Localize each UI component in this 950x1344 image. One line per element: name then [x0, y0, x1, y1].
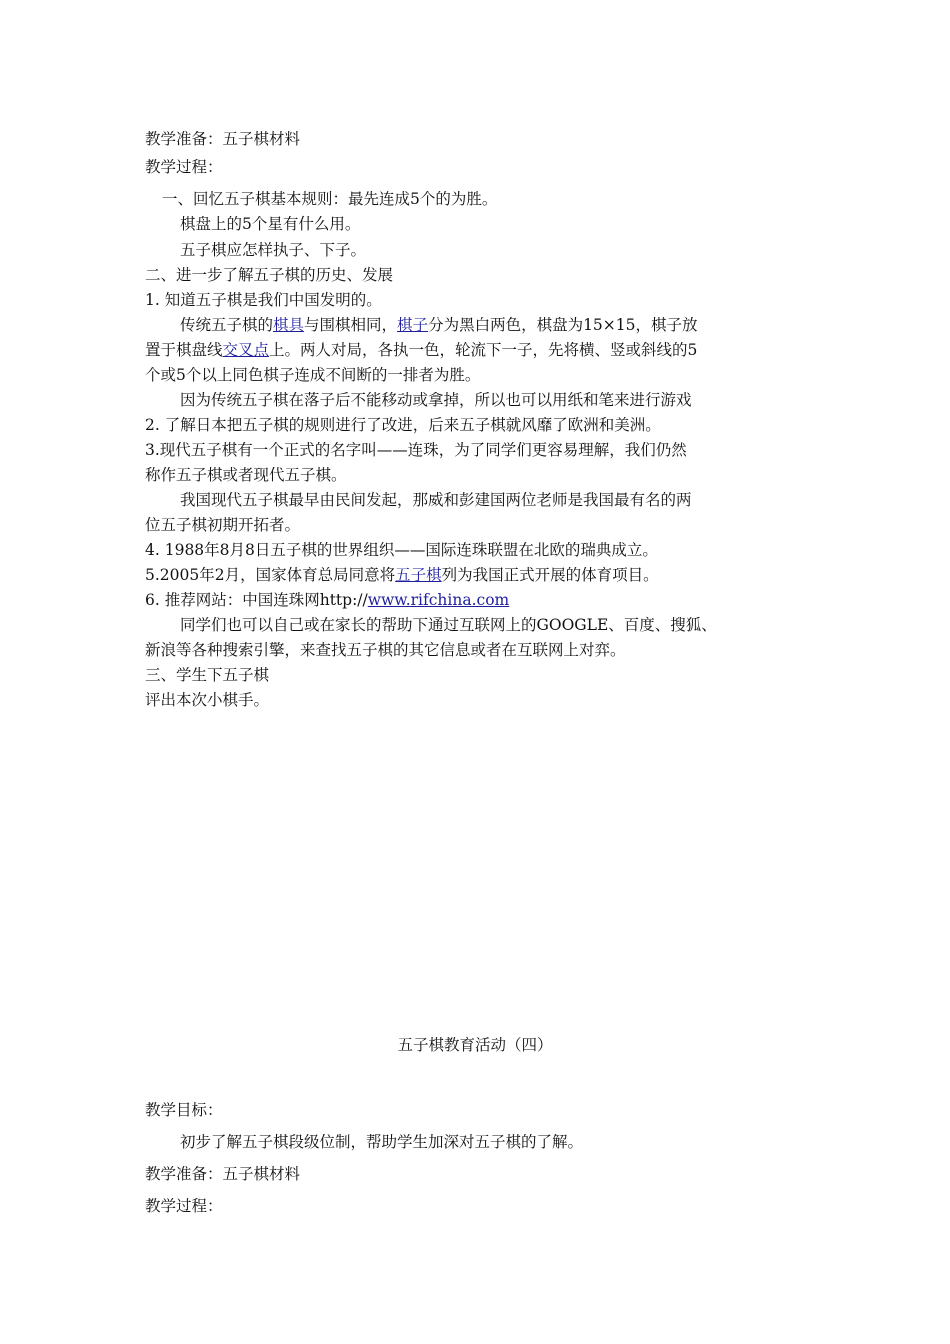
paragraph-1-line-3: 个或5个以上同色棋子连成不间断的一排者为胜。: [145, 366, 481, 384]
item-6: [145, 589, 825, 611]
item-5: [145, 564, 825, 586]
item-3-line-2: 称作五子棋或者现代五子棋。: [145, 466, 347, 484]
teaching-process-label-2: 教学过程：: [145, 1197, 223, 1215]
link-qizi[interactable]: 棋子: [397, 316, 429, 334]
section-1-heading: 一、回忆五子棋基本规则：最先连成5个的为胜。: [162, 190, 498, 208]
paragraph-1-line-2: [145, 339, 825, 361]
link-wuziqi[interactable]: 五子棋: [395, 566, 442, 584]
item-3-line-1: 3.现代五子棋有一个正式的名字叫——连珠，为了同学们更容易理解，我们仍然: [145, 441, 687, 459]
text-span: 列为我国正式开展的体育项目。: [441, 566, 659, 584]
section-2-heading: 二、进一步了解五子棋的历史、发展: [145, 266, 394, 284]
teaching-process-label: 教学过程：: [145, 158, 223, 176]
activity-title: 五子棋教育活动（四）: [397, 1036, 553, 1054]
link-qiju[interactable]: 棋具: [273, 316, 305, 334]
text-span: 5.2005年2月，国家体育总局同意将: [145, 566, 396, 584]
text-span: 6. 推荐网站：中国连珠网http://: [145, 591, 368, 609]
teaching-prep-2: 教学准备：五子棋材料: [145, 1165, 301, 1183]
paragraph-3-line-2: 位五子棋初期开拓者。: [145, 516, 301, 534]
text-span: 上。两人对局，各执一色，轮流下一子，先将横、竖或斜线的5: [269, 341, 698, 359]
link-jiaochadian[interactable]: 交叉点: [222, 341, 270, 359]
section-1-item-a: 棋盘上的5个星有什么用。: [180, 215, 361, 233]
paragraph-4-line-2: 新浪等各种搜索引擎，来查找五子棋的其它信息或者在互联网上对弈。: [145, 641, 626, 659]
item-1: 1. 知道五子棋是我们中国发明的。: [145, 291, 382, 309]
section-3-heading: 三、学生下五子棋: [145, 666, 270, 684]
text-span: 与围棋相同，: [304, 316, 398, 334]
paragraph-2: 因为传统五子棋在落子后不能移动或拿掉，所以也可以用纸和笔来进行游戏: [180, 391, 692, 409]
text-span: 置于棋盘线: [145, 341, 223, 359]
item-2: 2. 了解日本把五子棋的规则进行了改进，后来五子棋就风靡了欧洲和美洲。: [145, 416, 661, 434]
closing-line: 评出本次小棋手。: [145, 691, 270, 709]
paragraph-4-line-1: 同学们也可以自己或在家长的帮助下通过互联网上的GOOGLE、百度、搜狐、: [180, 616, 717, 634]
section-1-item-b: 五子棋应怎样执子、下子。: [180, 241, 367, 259]
teaching-goal: 初步了解五子棋段级位制，帮助学生加深对五子棋的了解。: [180, 1133, 584, 1151]
text-span: 分为黑白两色，棋盘为15×15，棋子放: [428, 316, 698, 334]
text-span: 传统五子棋的: [180, 316, 274, 334]
item-4: 4. 1988年8月8日五子棋的世界组织——国际连珠联盟在北欧的瑞典成立。: [145, 541, 658, 559]
paragraph-3-line-1: 我国现代五子棋最早由民间发起，那威和彭建国两位老师是我国最有名的两: [180, 491, 692, 509]
teaching-goal-label: 教学目标：: [145, 1101, 223, 1119]
teaching-prep: 教学准备：五子棋材料: [145, 130, 301, 148]
link-rifchina[interactable]: www.rifchina.com: [367, 591, 510, 609]
paragraph-1-line-1: [180, 314, 860, 336]
